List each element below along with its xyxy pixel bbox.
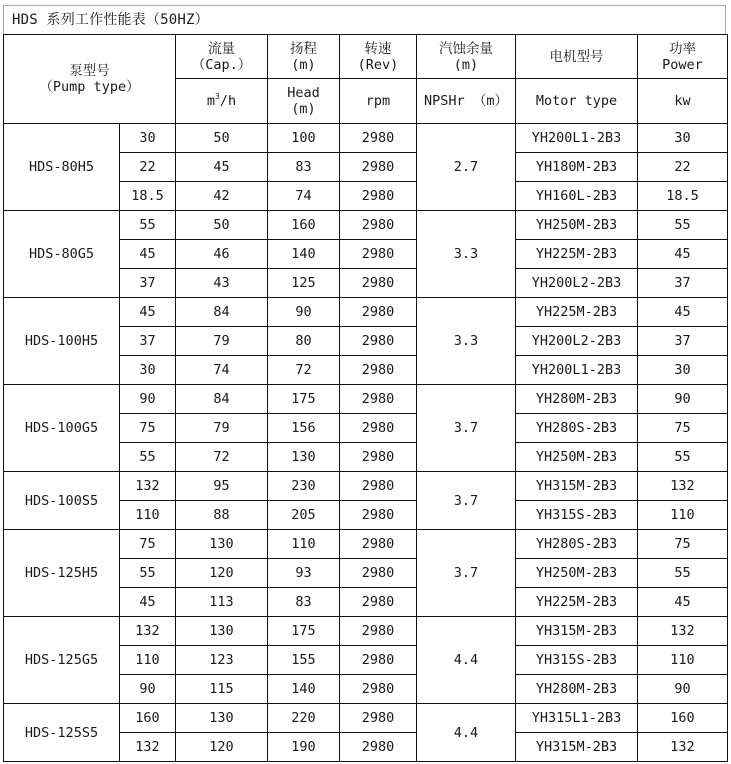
head-cell: 175	[268, 617, 340, 646]
power-cell: 45	[638, 588, 728, 617]
flow-cell: 95	[176, 472, 268, 501]
header-head-en	[268, 79, 340, 124]
sub-power-cell: 55	[120, 443, 176, 472]
pump-model-cell: HDS-125S5	[4, 704, 120, 762]
header-head-en-label: Head	[287, 85, 320, 101]
flow-cell: 130	[176, 530, 268, 559]
rpm-cell: 2980	[340, 356, 417, 385]
flow-cell: 50	[176, 211, 268, 240]
sub-power-cell: 75	[120, 530, 176, 559]
pump-model-cell: HDS-100H5	[4, 298, 120, 385]
rpm-cell: 2980	[340, 733, 417, 762]
power-cell: 30	[638, 124, 728, 153]
head-cell: 130	[268, 443, 340, 472]
motor-type-cell: YH200L1-2B3	[516, 124, 638, 153]
header-npsh	[417, 35, 516, 79]
rpm-cell: 2980	[340, 269, 417, 298]
power-cell: 18.5	[638, 182, 728, 211]
npsh-cell: 4.4	[417, 617, 516, 704]
pump-model-cell: HDS-80G5	[4, 211, 120, 298]
sub-power-cell: 45	[120, 298, 176, 327]
power-cell: 45	[638, 240, 728, 269]
table-row	[4, 211, 728, 240]
rpm-cell: 2980	[340, 153, 417, 182]
table-title: HDS 系列工作性能表（50HZ）	[3, 5, 726, 34]
header-flow-cn: 流量	[208, 40, 235, 57]
flow-cell: 123	[176, 646, 268, 675]
rpm-cell: 2980	[340, 646, 417, 675]
pump-model-cell: HDS-125H5	[4, 530, 120, 617]
flow-cell: 43	[176, 269, 268, 298]
head-cell: 205	[268, 501, 340, 530]
head-cell: 156	[268, 414, 340, 443]
npsh-cell: 3.7	[417, 472, 516, 530]
flow-cell: 130	[176, 617, 268, 646]
sub-power-cell: 18.5	[120, 182, 176, 211]
power-cell: 90	[638, 675, 728, 704]
head-cell: 125	[268, 269, 340, 298]
flow-unit-sup: 3	[215, 92, 220, 101]
header-pump-type-cn: 泵型号	[69, 63, 110, 79]
rpm-cell: 2980	[340, 327, 417, 356]
head-cell: 175	[268, 385, 340, 414]
motor-type-cell: YH315S-2B3	[516, 501, 638, 530]
rpm-cell: 2980	[340, 675, 417, 704]
header-npsh-cn: 汽蚀余量	[439, 40, 493, 57]
head-cell: 230	[268, 472, 340, 501]
flow-cell: 72	[176, 443, 268, 472]
header-npsh-unit: (m)	[453, 56, 479, 73]
header-motor	[516, 35, 638, 79]
flow-cell: 120	[176, 559, 268, 588]
motor-type-cell: YH280S-2B3	[516, 414, 638, 443]
head-cell: 83	[268, 153, 340, 182]
npsh-cell: 2.7	[417, 124, 516, 211]
pump-model-cell: HDS-125G5	[4, 617, 120, 704]
rpm-cell: 2980	[340, 385, 417, 414]
header-motor-en: Motor type	[516, 79, 638, 124]
header-flow-en: （Cap.）	[191, 56, 252, 73]
motor-type-cell: YH250M-2B3	[516, 559, 638, 588]
sub-power-cell: 37	[120, 269, 176, 298]
power-cell: 110	[638, 646, 728, 675]
sub-power-cell: 45	[120, 588, 176, 617]
motor-type-cell: YH315S-2B3	[516, 646, 638, 675]
rpm-cell: 2980	[340, 298, 417, 327]
head-cell: 140	[268, 240, 340, 269]
header-row-1	[4, 35, 728, 79]
flow-cell: 79	[176, 414, 268, 443]
sub-power-cell: 55	[120, 211, 176, 240]
sub-power-cell: 132	[120, 472, 176, 501]
rpm-cell: 2980	[340, 211, 417, 240]
power-cell: 110	[638, 501, 728, 530]
sub-power-cell: 132	[120, 617, 176, 646]
rpm-cell: 2980	[340, 617, 417, 646]
motor-type-cell: YH280M-2B3	[516, 675, 638, 704]
power-cell: 30	[638, 356, 728, 385]
rpm-cell: 2980	[340, 414, 417, 443]
flow-cell: 113	[176, 588, 268, 617]
header-speed-cn: 转速	[364, 40, 392, 57]
power-cell: 90	[638, 385, 728, 414]
npsh-cell: 3.7	[417, 385, 516, 472]
head-cell: 74	[268, 182, 340, 211]
header-npsh-en: NPSHr （m）	[417, 79, 516, 124]
motor-type-cell: YH200L2-2B3	[516, 269, 638, 298]
sub-power-cell: 45	[120, 240, 176, 269]
motor-type-cell: YH315L1-2B3	[516, 704, 638, 733]
head-cell: 80	[268, 327, 340, 356]
head-cell: 100	[268, 124, 340, 153]
flow-cell: 88	[176, 501, 268, 530]
header-pump-type-en: （Pump type）	[39, 79, 140, 95]
header-speed-en: (Rev)	[357, 56, 399, 73]
pump-model-cell: HDS-100G5	[4, 385, 120, 472]
motor-type-cell: YH160L-2B3	[516, 182, 638, 211]
head-cell: 220	[268, 704, 340, 733]
sub-power-cell: 30	[120, 124, 176, 153]
power-cell: 37	[638, 327, 728, 356]
table-row	[4, 617, 728, 646]
flow-cell: 46	[176, 240, 268, 269]
power-cell: 55	[638, 443, 728, 472]
motor-type-cell: YH250M-2B3	[516, 211, 638, 240]
header-pump-type	[4, 35, 176, 124]
flow-cell: 120	[176, 733, 268, 762]
sub-power-cell: 132	[120, 733, 176, 762]
power-cell: 132	[638, 617, 728, 646]
table-row	[4, 472, 728, 501]
sub-power-cell: 160	[120, 704, 176, 733]
header-power-cn: 功率	[669, 40, 696, 57]
sub-power-cell: 90	[120, 675, 176, 704]
rpm-cell: 2980	[340, 588, 417, 617]
sub-power-cell: 22	[120, 153, 176, 182]
power-cell: 55	[638, 211, 728, 240]
head-cell: 72	[268, 356, 340, 385]
npsh-cell: 3.7	[417, 530, 516, 617]
rpm-cell: 2980	[340, 124, 417, 153]
sub-power-cell: 37	[120, 327, 176, 356]
power-cell: 37	[638, 269, 728, 298]
flow-cell: 130	[176, 704, 268, 733]
pump-model-cell: HDS-80H5	[4, 124, 120, 211]
flow-cell: 84	[176, 385, 268, 414]
rpm-cell: 2980	[340, 443, 417, 472]
header-head-cn: 扬程	[290, 40, 317, 57]
flow-cell: 84	[176, 298, 268, 327]
performance-table	[3, 34, 728, 762]
header-power	[638, 35, 728, 79]
header-power-en: Power	[662, 56, 703, 73]
sub-power-cell: 75	[120, 414, 176, 443]
motor-type-cell: YH225M-2B3	[516, 588, 638, 617]
header-head	[268, 35, 340, 79]
flow-cell: 42	[176, 182, 268, 211]
motor-type-cell: YH225M-2B3	[516, 298, 638, 327]
rpm-cell: 2980	[340, 559, 417, 588]
header-speed	[340, 35, 417, 79]
sub-power-cell: 90	[120, 385, 176, 414]
power-cell: 132	[638, 472, 728, 501]
power-cell: 75	[638, 530, 728, 559]
flow-cell: 74	[176, 356, 268, 385]
motor-type-cell: YH315M-2B3	[516, 733, 638, 762]
npsh-cell: 4.4	[417, 704, 516, 762]
head-cell: 93	[268, 559, 340, 588]
rpm-cell: 2980	[340, 530, 417, 559]
motor-type-cell: YH315M-2B3	[516, 472, 638, 501]
sub-power-cell: 110	[120, 501, 176, 530]
table-row	[4, 704, 728, 733]
flow-unit-base: m	[206, 93, 216, 109]
flow-cell: 50	[176, 124, 268, 153]
header-motor-cn: 电机型号	[549, 48, 604, 65]
table-row	[4, 530, 728, 559]
header-head-en-unit: (m)	[291, 101, 316, 117]
sub-power-cell: 55	[120, 559, 176, 588]
motor-type-cell: YH250M-2B3	[516, 443, 638, 472]
npsh-cell: 3.3	[417, 298, 516, 385]
motor-type-cell: YH315M-2B3	[516, 617, 638, 646]
power-cell: 45	[638, 298, 728, 327]
pump-model-cell: HDS-100S5	[4, 472, 120, 530]
header-head-unit: (m)	[291, 56, 316, 73]
table-row	[4, 385, 728, 414]
header-flow	[176, 35, 268, 79]
header-power-unit: kw	[638, 79, 728, 124]
head-cell: 90	[268, 298, 340, 327]
motor-type-cell: YH225M-2B3	[516, 240, 638, 269]
rpm-cell: 2980	[340, 182, 417, 211]
motor-type-cell: YH280S-2B3	[516, 530, 638, 559]
head-cell: 110	[268, 530, 340, 559]
npsh-cell: 3.3	[417, 211, 516, 298]
head-cell: 140	[268, 675, 340, 704]
header-flow-unit	[176, 79, 268, 124]
motor-type-cell: YH180M-2B3	[516, 153, 638, 182]
rpm-cell: 2980	[340, 240, 417, 269]
power-cell: 22	[638, 153, 728, 182]
rpm-cell: 2980	[340, 704, 417, 733]
rpm-cell: 2980	[340, 472, 417, 501]
head-cell: 190	[268, 733, 340, 762]
flow-cell: 45	[176, 153, 268, 182]
head-cell: 160	[268, 211, 340, 240]
motor-type-cell: YH280M-2B3	[516, 385, 638, 414]
motor-type-cell: YH200L1-2B3	[516, 356, 638, 385]
sub-power-cell: 30	[120, 356, 176, 385]
table-row	[4, 124, 728, 153]
flow-unit-rest: /h	[219, 93, 237, 109]
power-cell: 75	[638, 414, 728, 443]
flow-cell: 79	[176, 327, 268, 356]
rpm-cell: 2980	[340, 501, 417, 530]
header-speed-unit: rpm	[340, 79, 417, 124]
power-cell: 132	[638, 733, 728, 762]
sub-power-cell: 110	[120, 646, 176, 675]
power-cell: 55	[638, 559, 728, 588]
head-cell: 155	[268, 646, 340, 675]
power-cell: 160	[638, 704, 728, 733]
flow-cell: 115	[176, 675, 268, 704]
table-row	[4, 298, 728, 327]
head-cell: 83	[268, 588, 340, 617]
motor-type-cell: YH200L2-2B3	[516, 327, 638, 356]
